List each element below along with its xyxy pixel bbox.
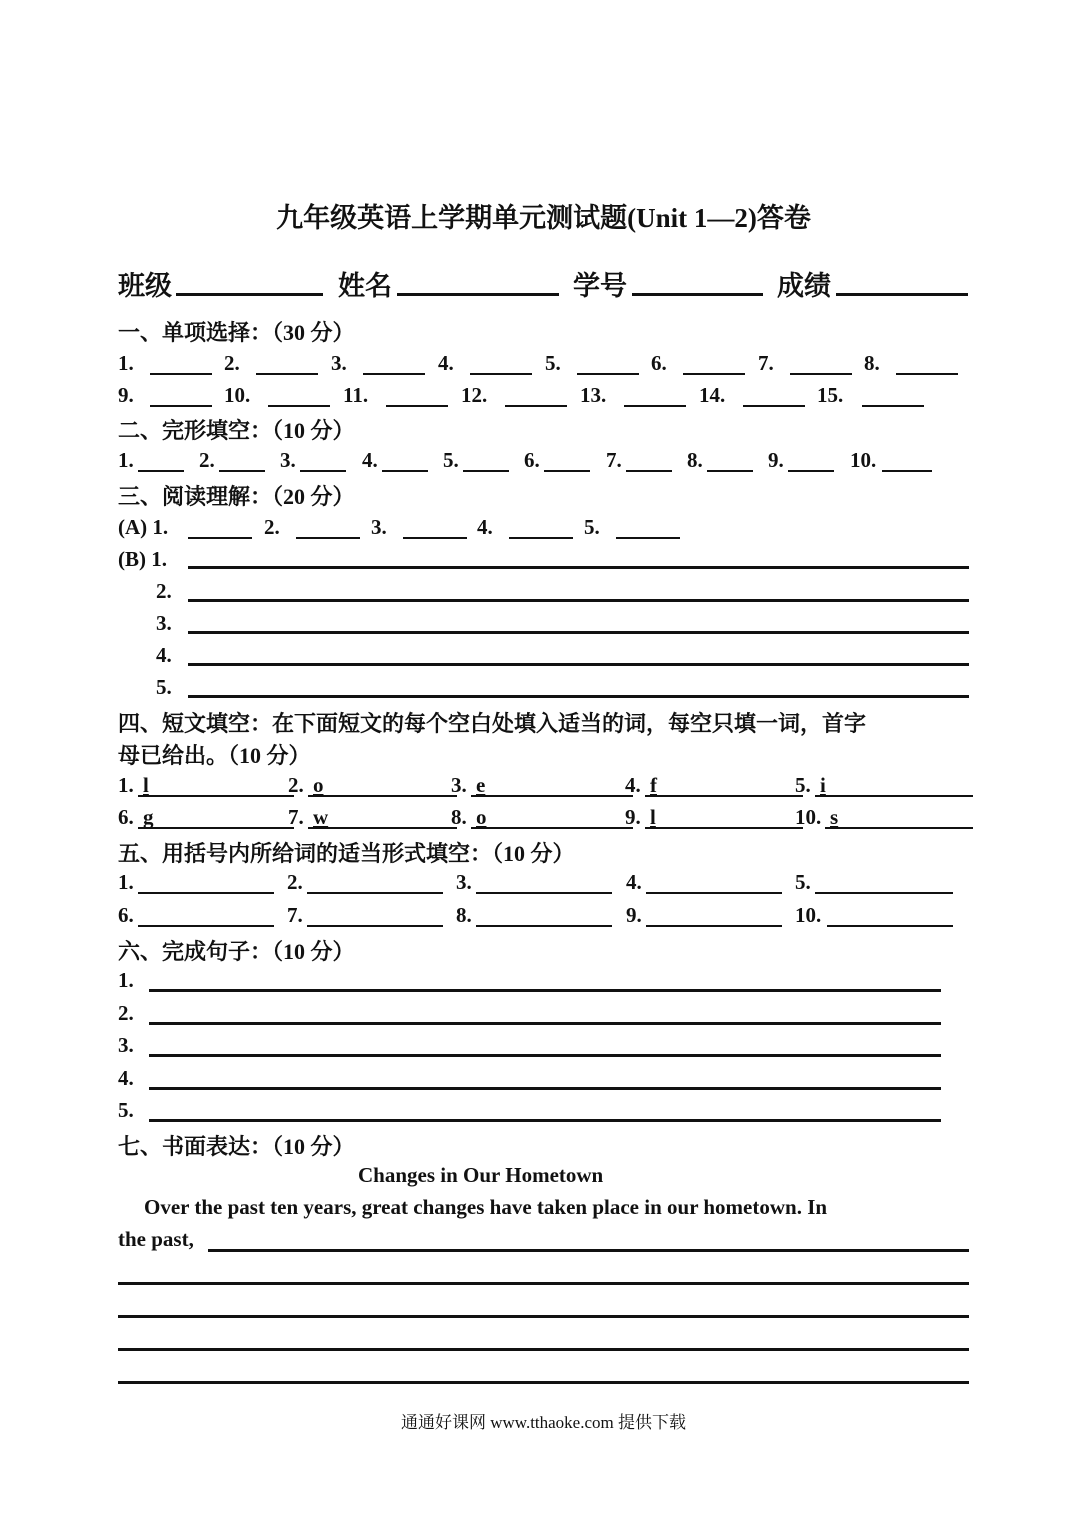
- question-number: 2.: [287, 870, 303, 894]
- section-6-heading: 六、完成句子：（10 分）: [118, 939, 355, 964]
- answer-blank[interactable]: [683, 373, 745, 375]
- answer-line[interactable]: [188, 631, 969, 634]
- question-number: 5.: [443, 448, 459, 472]
- answer-blank[interactable]: [188, 537, 252, 539]
- answer-blank[interactable]: [815, 795, 973, 797]
- question-number: 4.: [156, 643, 172, 667]
- answer-blank[interactable]: [827, 925, 953, 927]
- essay-line[interactable]: [118, 1348, 969, 1351]
- answer-blank[interactable]: [476, 925, 612, 927]
- question-number: 3.: [331, 351, 347, 375]
- question-number: 8.: [451, 805, 467, 829]
- answer-blank[interactable]: [138, 892, 274, 894]
- answer-blank[interactable]: [626, 470, 672, 472]
- question-number: 7.: [287, 903, 303, 927]
- score-field[interactable]: [836, 293, 968, 296]
- initial-letter: w: [313, 805, 329, 829]
- answer-blank[interactable]: [307, 892, 443, 894]
- question-number: 5.: [795, 773, 811, 797]
- initial-letter: o: [313, 773, 324, 797]
- answer-blank[interactable]: [138, 470, 184, 472]
- question-number: 3.: [451, 773, 467, 797]
- question-number: 9.: [625, 805, 641, 829]
- essay-prompt-start: the past,: [118, 1227, 194, 1251]
- answer-line[interactable]: [188, 599, 969, 602]
- answer-blank[interactable]: [896, 373, 958, 375]
- answer-blank[interactable]: [815, 892, 953, 894]
- answer-blank[interactable]: [471, 795, 633, 797]
- answer-blank[interactable]: [862, 405, 924, 407]
- initial-letter: l: [143, 773, 149, 797]
- answer-blank[interactable]: [645, 795, 803, 797]
- answer-blank[interactable]: [790, 373, 852, 375]
- answer-blank[interactable]: [296, 537, 360, 539]
- answer-blank[interactable]: [138, 827, 294, 829]
- question-number: 3.: [156, 611, 172, 635]
- question-number: 4.: [118, 1065, 134, 1090]
- page-title: 九年级英语上学期单元测试题(Unit 1—2)答卷: [276, 203, 811, 233]
- section-4-heading: 四、短文填空：在下面短文的每个空白处填入适当的词，每空只填一词，首字: [118, 711, 867, 736]
- answer-blank[interactable]: [300, 470, 346, 472]
- class-label: 班级: [118, 271, 172, 301]
- question-number: 1.: [118, 870, 134, 894]
- score-label: 成绩: [777, 271, 831, 301]
- answer-blank[interactable]: [463, 470, 509, 472]
- answer-blank[interactable]: [743, 405, 805, 407]
- answer-blank[interactable]: [268, 405, 330, 407]
- question-number: 8.: [864, 351, 880, 375]
- answer-blank[interactable]: [509, 537, 573, 539]
- question-number: 2.: [288, 773, 304, 797]
- answer-line[interactable]: [188, 663, 969, 666]
- student-no-field[interactable]: [632, 293, 763, 296]
- answer-blank[interactable]: [382, 470, 428, 472]
- question-number: 7.: [606, 448, 622, 472]
- answer-blank[interactable]: [470, 373, 532, 375]
- question-number: 7.: [288, 805, 304, 829]
- question-number: 5.: [584, 515, 600, 539]
- initial-letter: l: [650, 805, 656, 829]
- section-4-heading-cont: 母已给出。（10 分）: [118, 743, 311, 768]
- answer-line[interactable]: [188, 695, 969, 698]
- question-number: 14.: [699, 383, 726, 407]
- question-number: 9.: [118, 383, 134, 407]
- question-number: 9.: [626, 903, 642, 927]
- answer-blank[interactable]: [544, 470, 590, 472]
- answer-blank[interactable]: [471, 827, 633, 829]
- section-2-heading: 二、完形填空：（10 分）: [118, 418, 355, 443]
- answer-blank[interactable]: [505, 405, 567, 407]
- answer-line[interactable]: [188, 566, 969, 569]
- answer-blank[interactable]: [476, 892, 612, 894]
- answer-blank[interactable]: [624, 405, 686, 407]
- question-number: 1.: [118, 448, 134, 472]
- answer-line[interactable]: [149, 1119, 941, 1122]
- answer-blank[interactable]: [616, 537, 680, 539]
- question-number: 2.: [199, 448, 215, 472]
- class-field[interactable]: [176, 293, 323, 296]
- answer-blank[interactable]: [645, 827, 803, 829]
- section-3-heading: 三、阅读理解：（20 分）: [118, 484, 355, 509]
- question-number: 3.: [371, 515, 387, 539]
- answer-line[interactable]: [149, 1087, 941, 1090]
- name-field[interactable]: [397, 293, 559, 296]
- answer-blank[interactable]: [646, 892, 782, 894]
- answer-blank[interactable]: [825, 827, 973, 829]
- initial-letter: o: [476, 805, 487, 829]
- footer-text: 通通好课网 www.tthaoke.com 提供下载: [400, 1413, 687, 1432]
- question-number: 12.: [461, 383, 488, 407]
- initial-letter: i: [820, 773, 826, 797]
- question-number: (A) 1.: [118, 515, 169, 539]
- question-number: 3.: [280, 448, 296, 472]
- answer-blank[interactable]: [219, 470, 265, 472]
- essay-line[interactable]: [118, 1381, 969, 1384]
- initial-letter: g: [143, 805, 154, 829]
- question-number: 2.: [156, 579, 172, 603]
- question-number: 10.: [795, 903, 822, 927]
- question-number: 5.: [118, 1098, 134, 1122]
- section-7-heading: 七、书面表达：（10 分）: [118, 1134, 355, 1159]
- question-number: 6.: [651, 351, 667, 375]
- answer-blank[interactable]: [138, 795, 294, 797]
- question-number: 4.: [626, 870, 642, 894]
- essay-prompt-line: Over the past ten years, great changes have taken place in our hometown. In: [144, 1195, 828, 1219]
- question-number: 4.: [362, 448, 378, 472]
- answer-blank[interactable]: [308, 827, 457, 829]
- question-number: 5.: [795, 870, 811, 894]
- question-number: 1.: [118, 351, 134, 375]
- question-number: 11.: [343, 383, 369, 407]
- question-number: 3.: [456, 870, 472, 894]
- answer-blank[interactable]: [577, 373, 639, 375]
- question-number: 4.: [477, 515, 493, 539]
- answer-blank[interactable]: [707, 470, 753, 472]
- answer-blank[interactable]: [403, 537, 467, 539]
- answer-blank[interactable]: [307, 925, 443, 927]
- answer-blank[interactable]: [256, 373, 318, 375]
- answer-blank[interactable]: [386, 405, 448, 407]
- question-number: 1.: [118, 773, 134, 797]
- section-1-heading: 一、单项选择：（30 分）: [118, 320, 355, 345]
- answer-line[interactable]: [149, 1022, 941, 1025]
- question-number: 4.: [625, 773, 641, 797]
- name-label: 姓名: [338, 271, 392, 301]
- question-number: 2.: [264, 515, 280, 539]
- student-no-label: 学号: [573, 271, 627, 301]
- question-number: 7.: [758, 351, 774, 375]
- essay-title: Changes in Our Hometown: [358, 1163, 604, 1187]
- answer-blank[interactable]: [150, 405, 212, 407]
- answer-line[interactable]: [149, 989, 941, 992]
- answer-blank[interactable]: [882, 470, 932, 472]
- answer-blank[interactable]: [138, 925, 274, 927]
- initial-letter: s: [830, 805, 839, 829]
- initial-letter: e: [476, 773, 486, 797]
- question-number: 9.: [768, 448, 784, 472]
- essay-line[interactable]: [118, 1315, 969, 1318]
- essay-line[interactable]: [208, 1249, 969, 1252]
- question-number: 5.: [545, 351, 561, 375]
- answer-blank[interactable]: [788, 470, 834, 472]
- question-number: 10.: [224, 383, 251, 407]
- answer-blank[interactable]: [646, 925, 782, 927]
- question-number: 1.: [118, 968, 134, 992]
- question-number: 3.: [118, 1033, 134, 1057]
- question-number: 15.: [817, 383, 844, 407]
- question-number: 6.: [118, 805, 134, 829]
- answer-line[interactable]: [149, 1054, 941, 1057]
- question-number: 10.: [850, 448, 877, 472]
- essay-line[interactable]: [118, 1282, 969, 1285]
- question-number: 13.: [580, 383, 607, 407]
- answer-blank[interactable]: [308, 795, 457, 797]
- question-number: 8.: [456, 903, 472, 927]
- question-number: 6.: [524, 448, 540, 472]
- question-number: 5.: [156, 675, 172, 699]
- question-number: 4.: [438, 351, 454, 375]
- question-number: 8.: [687, 448, 703, 472]
- section-5-heading: 五、用括号内所给词的适当形式填空：（10 分）: [118, 841, 575, 866]
- question-number: 2.: [224, 351, 240, 375]
- answer-blank[interactable]: [363, 373, 425, 375]
- question-number: (B) 1.: [118, 547, 167, 571]
- question-number: 2.: [118, 1000, 134, 1025]
- question-number: 10.: [795, 805, 822, 829]
- answer-blank[interactable]: [150, 373, 212, 375]
- initial-letter: f: [650, 773, 657, 797]
- question-number: 6.: [118, 903, 134, 927]
